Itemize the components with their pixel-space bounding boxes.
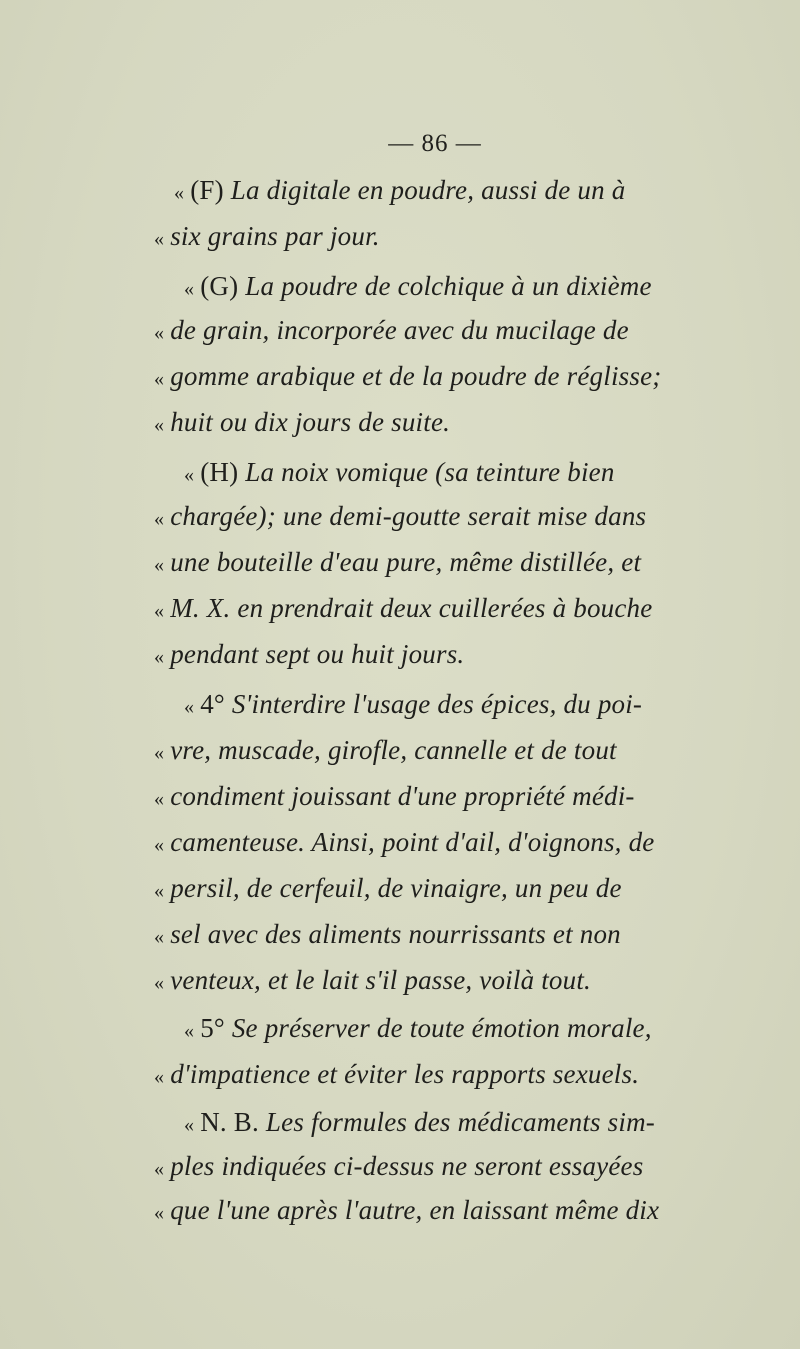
text-line: « (H) La noix vomique (sa teinture bien (184, 457, 615, 487)
text-line: « venteux, et le lait s'il passe, voilà tout. (154, 965, 591, 995)
page-number: — 86 — (388, 130, 482, 157)
text-line: « de grain, incorporée avec du mucilage de (154, 315, 629, 345)
text-line: « 4° S'interdire l'usage des épices, du poi- (184, 689, 643, 719)
text-line: « vre, muscade, girofle, cannelle et de tout (154, 735, 617, 765)
text-line: « (G) La poudre de colchique à un dixième (184, 271, 652, 301)
text-line: « (F) La digitale en poudre, aussi de un à (174, 175, 626, 205)
text-line: « condiment jouissant d'une propriété médi- (154, 781, 635, 811)
text-line: « M. X. en prendrait deux cuillerées à bouche (154, 593, 653, 623)
text-line: « N. B. Les formules des médicaments sim- (184, 1107, 655, 1137)
text-line: « d'impatience et éviter les rapports sexuels. (154, 1059, 640, 1089)
text-line: « pendant sept ou huit jours. (154, 639, 465, 669)
text-line: « huit ou dix jours de suite. (154, 407, 451, 437)
text-line: « chargée); une demi-goutte serait mise dans (154, 501, 647, 531)
text-line: « 5° Se préserver de toute émotion morale, (184, 1013, 652, 1043)
text-line: « persil, de cerfeuil, de vinaigre, un peu de (154, 873, 622, 903)
text-line: « gomme arabique et de la poudre de réglisse; (154, 361, 662, 391)
text-line: « six grains par jour. (154, 221, 380, 251)
text-line: « ples indiquées ci-dessus ne seront essayées (154, 1151, 644, 1181)
text-line: « sel avec des aliments nourrissants et non (154, 919, 621, 949)
text-line: « camenteuse. Ainsi, point d'ail, d'oignons, de (154, 827, 655, 857)
text-line: « que l'une après l'autre, en laissant même dix (154, 1195, 660, 1225)
page-text (0, 168, 800, 1225)
text-line: « une bouteille d'eau pure, même distillée, et (154, 547, 642, 577)
